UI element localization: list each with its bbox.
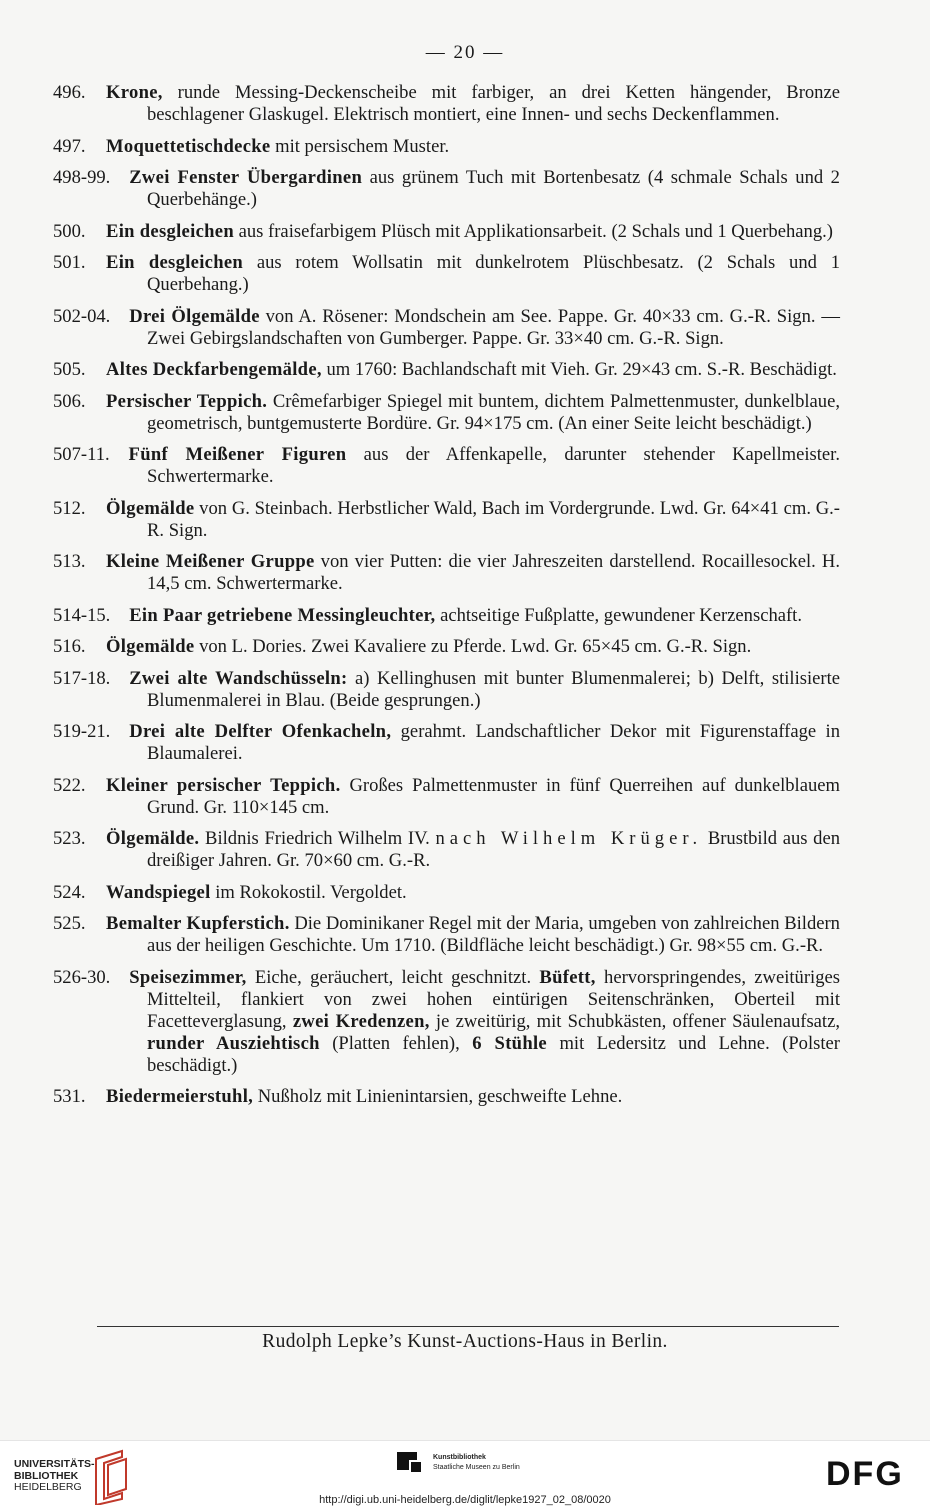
entry-title: Persischer Teppich.: [106, 390, 268, 412]
kb-line2: Staatliche Museen zu Berlin: [433, 1464, 520, 1471]
catalog-entry: [53, 721, 840, 765]
entry-title: Wandspiegel: [106, 881, 211, 903]
catalog-entry: 512. Ölgemälde von G. Steinbach. Herbstlicher Wald, Bach im Vordergrunde. Lwd. Gr. 64×41 cm. G.-R. Sign.: [53, 497, 840, 541]
catalog-entry: 522. Kleiner persischer Teppich. Großes Palmettenmuster in fünf Querreihen auf dunkelblauem Grund. Gr. 110×145 cm.: [53, 774, 840, 818]
entry-title: Drei Ölgemälde: [129, 305, 260, 327]
catalog-entry: [53, 966, 840, 1077]
entry-description-cont: Brustbild aus den dreißiger Jahren. Gr. 70×60 cm. G.-R.: [147, 828, 841, 871]
entry-description-cont: mit Ledersitz und Lehne. (Polster beschädigt.): [147, 1032, 840, 1076]
entry-title: Ein desgleichen: [106, 252, 244, 273]
entry-number: 514-15.: [53, 604, 111, 626]
entry-title: Altes Deckfarbengemälde,: [106, 359, 322, 380]
entry-description: von vier Putten: die vier Jahreszeiten darstellend. Rocaillesockel. H. 14,5 cm. Schwertermarke.: [147, 551, 840, 594]
entry-title: Ein Paar getriebene Messingleuchter,: [129, 604, 436, 626]
catalog-entry: 525. Bemalter Kupferstich. Die Dominikaner Regel mit der Maria, umgeben von zahlreichen Bildern aus der heiligen Geschichte. Um 1710. (Bildfläche leicht beschädigt.) Gr. 98×55 cm. G.-R.: [53, 913, 840, 956]
entry-description: Die Dominikaner Regel mit der Maria, umgeben von zahlreichen Bildern aus der heiligen Geschichte. Um 1710. (Bildfläche leicht beschädigt.) Gr. 98×55 cm. G.-R.: [147, 913, 840, 956]
entry-subtitle: 6 Stühle: [472, 1032, 547, 1054]
entry-title: Speisezimmer,: [129, 966, 247, 988]
entry-title: Zwei alte Wandschüsseln:: [129, 667, 348, 689]
entry-number: 507-11.: [53, 444, 110, 465]
entry-title: Kleine Meißener Gruppe: [106, 551, 315, 572]
entry-description-cont: je zweitürig, mit Schubkästen, offener Säulenaufsatz,: [429, 1010, 840, 1032]
catalog-entry: [53, 167, 840, 211]
entry-number: 526-30.: [53, 966, 111, 988]
catalog-entry: 513. Kleine Meißener Gruppe von vier Putten: die vier Jahreszeiten darstellend. Rocaillesockel. H. 14,5 cm. Schwertermarke.: [53, 551, 840, 594]
entry-number: 519-21.: [53, 721, 111, 742]
catalog-entry: 496. Krone, runde Messing-Deckenscheibe mit farbiger, an drei Ketten hängender, Bronze beschlagener Glaskugel. Elektrisch montiert, eine Innen- und sechs Deckenflammen.: [53, 82, 840, 125]
entry-description: Crêmefarbiger Spiegel mit buntem, dichtem Palmettenmuster, dunkelblaue, geometrisch, buntgemusterte Bordüre. Gr. 94×175 cm. (An einer Seite leicht beschädigt.): [147, 390, 840, 434]
entry-number: 498-99.: [53, 167, 111, 188]
catalog-entry: 516. Ölgemälde von L. Dories. Zwei Kavaliere zu Pferde. Lwd. Gr. 65×45 cm. G.-R. Sign.: [53, 636, 752, 657]
entry-description: im Rokokostil. Vergoldet.: [210, 881, 407, 903]
entry-title: Ein desgleichen: [106, 220, 234, 242]
entry-title: Moquettetischdecke: [106, 135, 271, 157]
catalog-entry: 523. Ölgemälde. Bildnis Friedrich Wilhelm IV. nach Wilhelm Krüger. Brustbild aus den dreißiger Jahren. Gr. 70×60 cm. G.-R.: [53, 828, 841, 871]
permalink-url[interactable]: http://digi.ub.uni-heidelberg.de/diglit/lepke1927_02_08/0020: [319, 1494, 611, 1506]
entry-description: aus rotem Wollsatin mit dunkelrotem Plüschbesatz. (2 Schals und 1 Querbehang.): [147, 252, 840, 295]
entry-description: Eiche, geräuchert, leicht geschnitzt.: [246, 966, 540, 988]
publisher-footer: Rudolph Lepke’s Kunst-Auctions-Haus in Berlin.: [262, 1331, 668, 1352]
kb-line1: Kunstbibliothek: [433, 1454, 486, 1461]
footer-rule: [97, 1326, 839, 1327]
uni-logo-line1: UNIVERSITÄTS-: [14, 1458, 95, 1470]
entry-number: 502-04.: [53, 305, 111, 327]
heidelberg-library-logo[interactable]: [14, 1459, 95, 1494]
entry-description: aus fraisefarbigem Plüsch mit Applikationsarbeit. (2 Schals und 1 Querbehang.): [233, 220, 833, 242]
kunstbibliothek-label: [433, 1453, 520, 1473]
entry-title: Ölgemälde: [106, 636, 195, 657]
entry-description: mit persischem Muster.: [270, 135, 450, 157]
catalog-entry: 500. Ein desgleichen aus fraisefarbigem Plüsch mit Applikationsarbeit. (2 Schals und 1 Querbehang.): [53, 220, 833, 242]
catalog-entry: 497. Moquettetischdecke mit persischem Muster.: [53, 135, 450, 157]
uni-logo-line3: HEIDELBERG: [14, 1481, 82, 1493]
catalog-entry: [53, 444, 840, 488]
entry-title: Kleiner persischer Teppich.: [106, 774, 341, 796]
entry-title: Fünf Meißener Figuren: [128, 444, 347, 465]
entry-description-cont: (Platten fehlen),: [319, 1032, 473, 1054]
entry-description: runde Messing-Deckenscheibe mit farbiger, an drei Ketten hängender, Bronze beschlagener Glaskugel. Elektrisch montiert, eine Innen- und sechs Deckenflammen.: [147, 82, 840, 125]
entry-title: Drei alte Delfter Ofenkacheln,: [129, 721, 392, 742]
entry-description: Bildnis Friedrich Wilhelm IV.: [199, 828, 436, 849]
catalog-entry: [53, 667, 840, 712]
catalog-entries: [53, 82, 841, 1118]
page-number: — 20 —: [425, 42, 505, 63]
entry-subtitle: zwei Kredenzen,: [292, 1010, 430, 1032]
entry-title: Biedermeierstuhl,: [106, 1086, 254, 1107]
catalog-entry: 506. Persischer Teppich. Crêmefarbiger Spiegel mit buntem, dichtem Palmettenmuster, dunkelblaue, geometrisch, buntgemusterte Bordüre. Gr. 94×175 cm. (An einer Seite leicht beschädigt.): [53, 390, 840, 434]
entry-artist-spaced: nach Wilhelm Krüger.: [435, 828, 703, 849]
entry-description: um 1760: Bachlandschaft mit Vieh. Gr. 29×43 cm. S.-R. Beschädigt.: [321, 359, 837, 380]
entry-description: von A. Rösener: Mondschein am See. Pappe. Gr. 40×33 cm. G.-R. Sign. — Zwei Gebirgslandschaften von Gumberger. Pappe. Gr. 33×40 cm. G.-R. Sign.: [147, 305, 840, 349]
entry-description: gerahmt. Landschaftlicher Dekor mit Figurenstaffage in Blaumalerei.: [147, 721, 840, 764]
catalog-entry: 501. Ein desgleichen aus rotem Wollsatin mit dunkelrotem Plüschbesatz. (2 Schals und 1 Querbehang.): [53, 252, 840, 295]
entry-description: achtseitige Fußplatte, gewundener Kerzenschaft.: [435, 604, 803, 626]
entry-description: von L. Dories. Zwei Kavaliere zu Pferde. Lwd. Gr. 65×45 cm. G.-R. Sign.: [194, 636, 752, 657]
catalog-entry: [53, 604, 840, 627]
catalog-entry: 505. Altes Deckfarbengemälde, um 1760: Bachlandschaft mit Vieh. Gr. 29×43 cm. S.-R. Beschädigt.: [53, 359, 837, 380]
entry-title: Zwei Fenster Übergardinen: [129, 167, 363, 188]
entry-title: Bemalter Kupferstich.: [106, 913, 290, 934]
entry-description: von G. Steinbach. Herbstlicher Wald, Bach im Vordergrunde. Lwd. Gr. 64×41 cm. G.-R. Sign.: [147, 497, 840, 541]
entry-number: 517-18.: [53, 667, 111, 689]
entry-title: Krone,: [106, 82, 163, 103]
entry-subtitle: runder Ausziehtisch: [147, 1032, 320, 1054]
kunstbibliothek-logo-icon: [395, 1450, 427, 1476]
catalog-entry: 531. Biedermeierstuhl, Nußholz mit Linienintarsien, geschweifte Lehne.: [53, 1086, 623, 1107]
entry-description: Nußholz mit Linienintarsien, geschweifte Lehne.: [253, 1086, 623, 1107]
uni-logo-line2: BIBLIOTHEK: [14, 1469, 79, 1482]
catalog-entry: [53, 305, 840, 350]
entry-description: a) Kellinghusen mit bunter Blumenmalerei; b) Delft, stilisierte Blumenmalerei in Blau. (Beide gesprungen.): [147, 667, 840, 711]
dfg-logo: DFG: [826, 1455, 904, 1493]
entry-title: Ölgemälde.: [106, 828, 200, 849]
entry-description: aus der Affenkapelle, darunter stehender Kapellmeister. Schwertermarke.: [147, 444, 840, 487]
viewer-bottom-bar: [0, 1440, 930, 1508]
entry-title: Ölgemälde: [106, 497, 195, 519]
entry-description: Großes Palmettenmuster in fünf Querreihen auf dunkelblauem Grund. Gr. 110×145 cm.: [147, 774, 840, 818]
entry-subtitle: Büfett,: [539, 966, 596, 988]
entry-description-cont: hervorspringendes, zweitüriges Mittelteil, flankiert von zwei hohen eintürigen Seitenschränken, Oberteil mit Facetteverglasung,: [147, 966, 840, 1032]
entry-description: aus grünem Tuch mit Bortenbesatz (4 schmale Schals und 2 Querbehänge.): [147, 167, 840, 210]
catalog-entry: 524. Wandspiegel im Rokokostil. Vergoldet.: [53, 881, 407, 903]
